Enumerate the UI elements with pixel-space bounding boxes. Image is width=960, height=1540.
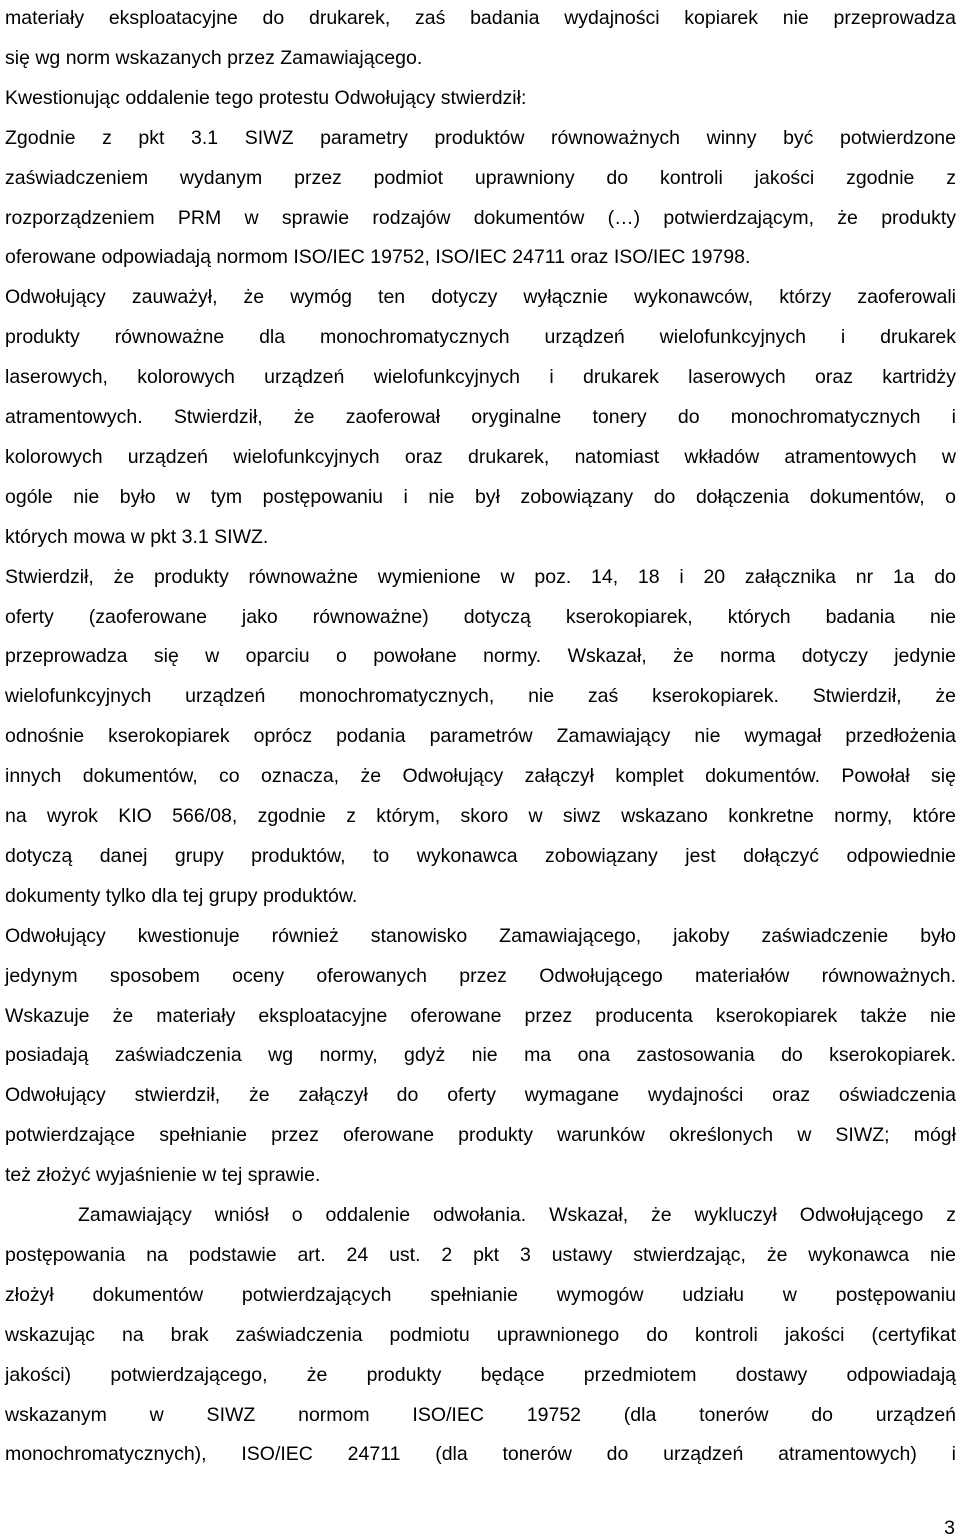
text-line: wielofunkcyjnych urządzeń monochromatycznych, nie zaś kserokopiarek. Stwierdził, że	[5, 685, 956, 708]
text-line: Kwestionując oddalenie tego protestu Odwołujący stwierdził:	[5, 86, 527, 109]
text-line: Zgodnie z pkt 3.1 SIWZ parametry produktów równoważnych winny być potwierdzone	[5, 126, 956, 149]
text-line: postępowania na podstawie art. 24 ust. 2 pkt 3 ustawy stwierdzając, że wykonawca nie	[5, 1243, 956, 1266]
text-line: oferty (zaoferowane jako równoważne) dotyczą kserokopiarek, których badania nie	[5, 605, 956, 628]
text-line: Odwołujący stwierdził, że załączył do oferty wymagane wydajności oraz oświadczenia	[5, 1084, 956, 1107]
text-line: monochromatycznych), ISO/IEC 24711 (dla tonerów do urządzeń atramentowych) i	[5, 1443, 956, 1466]
text-line: Odwołujący kwestionuje również stanowisko Zamawiającego, jakoby zaświadczenie było	[5, 924, 956, 947]
text-line: potwierdzające spełnianie przez oferowane produkty warunków określonych w SIWZ; mógł	[5, 1124, 956, 1147]
text-line: dotyczą danej grupy produktów, to wykonawca zobowiązany jest dołączyć odpowiednie	[5, 844, 956, 867]
text-line: dokumenty tylko dla tej grupy produktów.	[5, 884, 358, 907]
text-line: innych dokumentów, co oznacza, że Odwołujący załączył komplet dokumentów. Powołał się	[5, 765, 956, 788]
text-line: wskazanym w SIWZ normom ISO/IEC 19752 (dla tonerów do urządzeń	[5, 1403, 956, 1426]
text-line: wskazując na brak zaświadczenia podmiotu uprawnionego do kontroli jakości (certyfikat	[5, 1323, 956, 1346]
text-line: Wskazuje że materiały eksploatacyjne oferowane przez producenta kserokopiarek także nie	[5, 1004, 956, 1027]
text-line: przeprowadza się w oparciu o powołane normy. Wskazał, że norma dotyczy jedynie	[5, 645, 956, 668]
text-line: zaświadczeniem wydanym przez podmiot uprawniony do kontroli jakości zgodnie z	[5, 166, 956, 189]
text-line: kolorowych urządzeń wielofunkcyjnych oraz drukarek, natomiast wkładów atramentowych w	[5, 445, 956, 468]
text-line: których mowa w pkt 3.1 SIWZ.	[5, 525, 269, 548]
text-line: Stwierdził, że produkty równoważne wymienione w poz. 14, 18 i 20 załącznika nr 1a do	[5, 565, 956, 588]
text-line: Zamawiający wniósł o oddalenie odwołania. Wskazał, że wykluczył Odwołującego z	[78, 1204, 956, 1226]
text-line: jakości) potwierdzającego, że produkty będące przedmiotem dostawy odpowiadają	[5, 1363, 956, 1386]
text-line: Odwołujący zauważył, że wymóg ten dotyczy wyłącznie wykonawców, którzy zaoferowali	[5, 286, 956, 309]
text-line: oferowane odpowiadają normom ISO/IEC 19752, ISO/IEC 24711 oraz ISO/IEC 19798.	[5, 246, 751, 269]
text-line: rozporządzeniem PRM w sprawie rodzajów dokumentów (…) potwierdzającym, że produkty	[5, 206, 956, 229]
text-line: posiadają zaświadczenia wg normy, gdyż nie ma ona zastosowania do kserokopiarek.	[5, 1044, 956, 1067]
page-number: 3	[944, 1517, 955, 1539]
text-line: się wg norm wskazanych przez Zamawiającego.	[5, 46, 423, 69]
text-line: jedynym sposobem oceny oferowanych przez Odwołującego materiałów równoważnych.	[5, 964, 956, 987]
text-line: materiały eksploatacyjne do drukarek, zaś badania wydajności kopiarek nie przeprowadza	[5, 7, 956, 29]
text-line: na wyrok KIO 566/08, zgodnie z którym, skoro w siwz wskazano konkretne normy, które	[5, 805, 956, 827]
text-line: produkty równoważne dla monochromatycznych urządzeń wielofunkcyjnych i drukarek	[5, 326, 956, 349]
text-line: atramentowych. Stwierdził, że zaoferował oryginalne tonery do monochromatycznych i	[5, 406, 956, 428]
text-line: odnośnie kserokopiarek oprócz podania parametrów Zamawiający nie wymagał przedłożenia	[5, 725, 956, 748]
text-line: laserowych, kolorowych urządzeń wielofunkcyjnych i drukarek laserowych oraz kartridży	[5, 366, 956, 389]
text-line: ogóle nie było w tym postępowaniu i nie był zobowiązany do dołączenia dokumentów, o	[5, 485, 956, 508]
text-line: też złożyć wyjaśnienie w tej sprawie.	[5, 1164, 321, 1187]
text-line: złożył dokumentów potwierdzających spełnianie wymogów udziału w postępowaniu	[5, 1283, 956, 1306]
